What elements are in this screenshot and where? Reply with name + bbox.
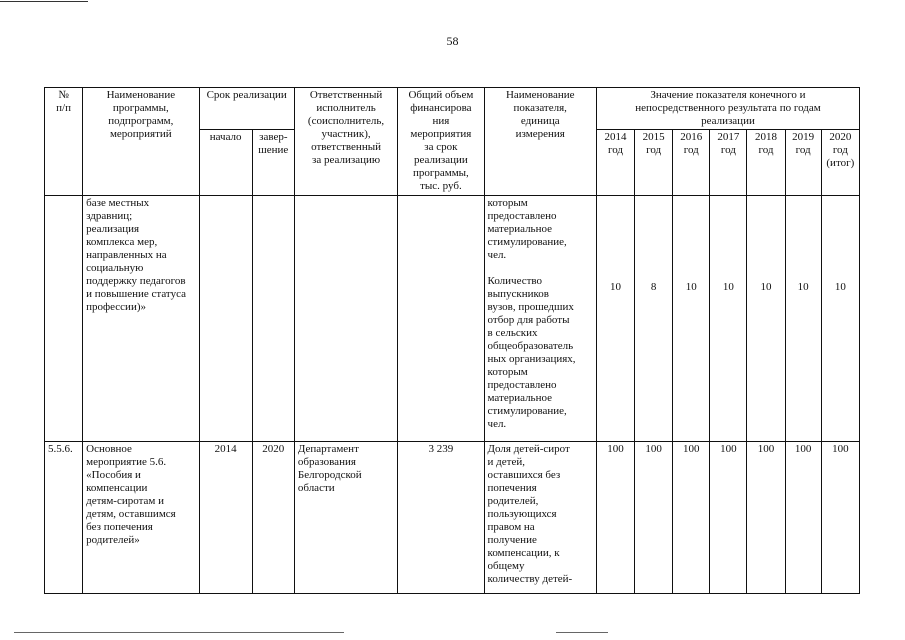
- row-indicator: которым предоставлено материальное стимулирование, чел. Количество выпускников вузов, прошедших отбор для работы в сельских общеобразователь ных организациях, которым предоставлено материальное стимулирование, чел.: [484, 196, 596, 442]
- header-year-2015: 2015 год: [635, 130, 673, 196]
- row-value-2014: 100: [596, 442, 634, 594]
- header-indicator: Наименование показателя, единица измерения: [484, 88, 596, 196]
- row-value-2015: 100: [635, 442, 673, 594]
- row-name: Основное мероприятие 5.6. «Пособия и компенсации детям-сиротам и детям, оставшимся без попечения родителей»: [83, 442, 199, 594]
- page-number: 58: [446, 34, 459, 48]
- row-value-2017: 10: [710, 196, 747, 442]
- row-end: 2020: [252, 442, 294, 594]
- row-value-2019: 100: [785, 442, 821, 594]
- header-responsible: Ответственный исполнитель (соисполнитель, участник), ответственный за реализацию: [294, 88, 397, 196]
- header-period: Срок реализации: [199, 88, 294, 130]
- row-value-2014: 10: [596, 196, 634, 442]
- header-year-2019: 2019 год: [785, 130, 821, 196]
- header-end: завер- шение: [252, 130, 294, 196]
- header-year-2017: 2017 год: [710, 130, 747, 196]
- row-value-2020: 10: [821, 196, 859, 442]
- row-value-2019: 10: [785, 196, 821, 442]
- header-year-2016: 2016 год: [673, 130, 710, 196]
- top-left-rule: [0, 1, 88, 2]
- row-value-2017: 100: [710, 442, 747, 594]
- row-value-2018: 100: [747, 442, 785, 594]
- row-responsible: [294, 196, 397, 442]
- row-num: 5.5.6.: [45, 442, 83, 594]
- header-row-1: [45, 88, 860, 130]
- header-year-2018: 2018 год: [747, 130, 785, 196]
- row-name: базе местных здравниц; реализация комплекса мер, направленных на социальную поддержку педагогов и повышение статуса профессии)»: [83, 196, 199, 442]
- row-indicator: Доля детей-сирот и детей, оставшихся без попечения родителей, пользующихся правом на получение компенсации, к общему количеству детей-: [484, 442, 596, 594]
- row-num: [45, 196, 83, 442]
- row-funding: [398, 196, 484, 442]
- header-funding: Общий объем финансирова ния мероприятия за срок реализации программы, тыс. руб.: [398, 88, 484, 196]
- row-value-2016: 100: [673, 442, 710, 594]
- row-end: [252, 196, 294, 442]
- row-funding: 3 239: [398, 442, 484, 594]
- row-value-2016: 10: [673, 196, 710, 442]
- header-start: начало: [199, 130, 252, 196]
- table-row: [45, 196, 860, 442]
- row-value-2015: 8: [635, 196, 673, 442]
- header-values-title: Значение показателя конечного и непосредственного результата по годам реализации: [596, 88, 859, 130]
- bottom-rule-right: [556, 632, 608, 633]
- row-value-2020: 100: [821, 442, 859, 594]
- header-year-2014: 2014 год: [596, 130, 634, 196]
- table-row: [45, 442, 860, 594]
- header-num: № п/п: [45, 88, 83, 196]
- row-start: 2014: [199, 442, 252, 594]
- bottom-rule-left: [14, 632, 344, 633]
- row-start: [199, 196, 252, 442]
- header-year-2020: 2020 год (итог): [821, 130, 859, 196]
- program-table: [44, 87, 860, 594]
- row-value-2018: 10: [747, 196, 785, 442]
- row-responsible: Департамент образования Белгородской области: [294, 442, 397, 594]
- header-name: Наименование программы, подпрограмм, мероприятий: [83, 88, 199, 196]
